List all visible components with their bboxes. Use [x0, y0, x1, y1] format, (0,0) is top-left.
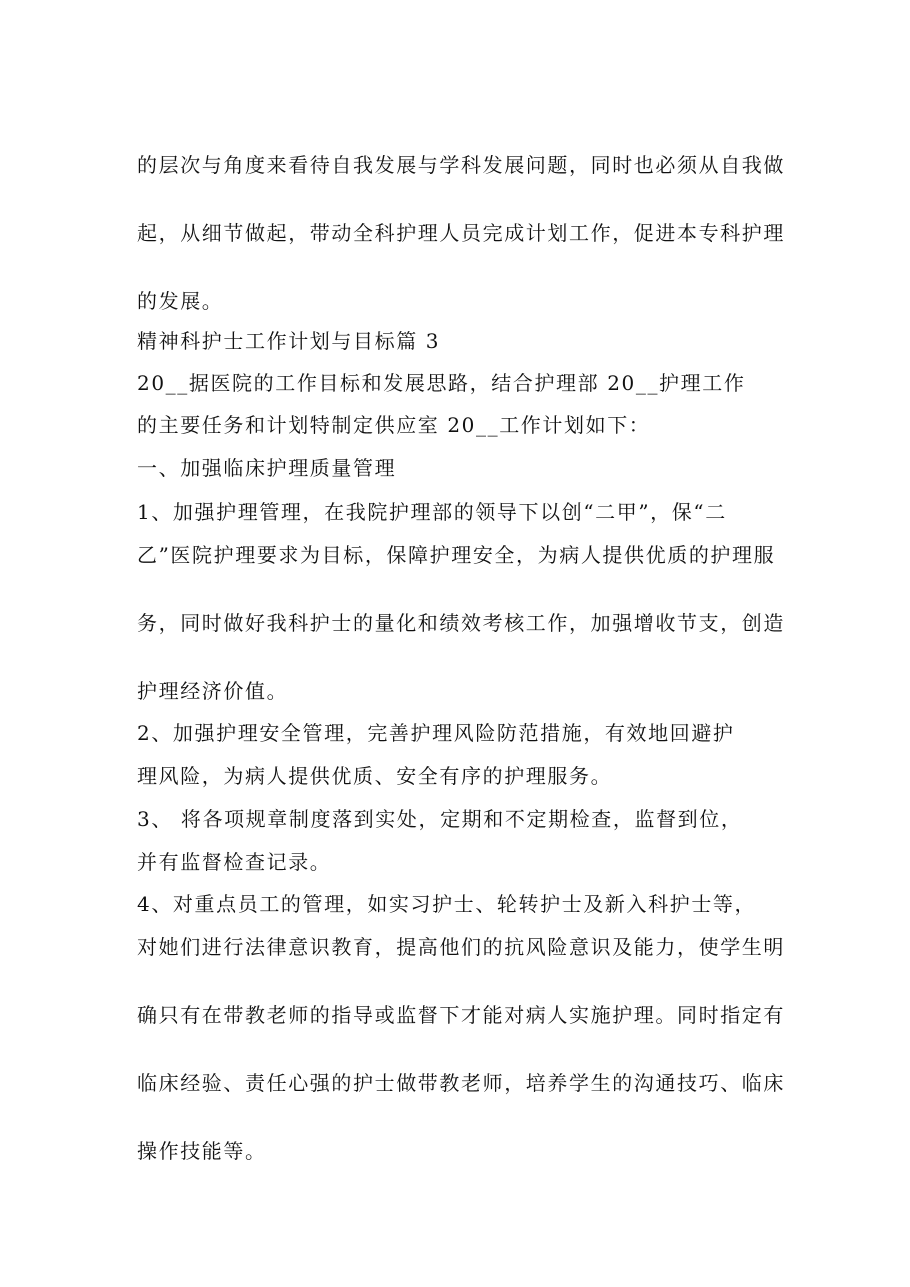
text-line: 护理经济价值。: [137, 679, 289, 703]
text-line: 3、 将各项规章制度落到实处，定期和不定期检查，监督到位，: [137, 807, 743, 831]
text-line: 1、加强护理管理，在我院护理部的领导下以创“二甲”，保“二: [137, 500, 727, 524]
text-line: 对她们进行法律意识教育，提高他们的抗风险意识及能力，使学生明: [137, 935, 785, 959]
text-line: 20__据医院的工作目标和发展思路，结合护理部 20__护理工作: [137, 371, 746, 395]
text-line: 2、加强护理安全管理，完善护理风险防范措施，有效地回避护: [137, 721, 735, 745]
text-line: 操作技能等。: [137, 1139, 267, 1163]
text-line: 临床经验、责任心强的护士做带教老师，培养学生的沟通技巧、临床: [137, 1071, 785, 1095]
text-line: 4、对重点员工的管理，如实习护士、轮转护士及新入科护士等，: [137, 892, 757, 916]
text-line: 务，同时做好我科护士的量化和绩效考核工作，加强增收节支，创造: [137, 611, 785, 635]
text-line: 理风险，为病人提供优质、安全有序的护理服务。: [137, 764, 613, 788]
text-line: 确只有在带教老师的指导或监督下才能对病人实施护理。同时指定有: [137, 1003, 785, 1027]
text-line: 的主要任务和计划特制定供应室 20__工作计划如下：: [137, 413, 651, 437]
section-heading: 精神科护士工作计划与目标篇 3: [137, 329, 441, 353]
text-line: 起，从细节做起，带动全科护理人员完成计划工作，促进本专科护理: [137, 221, 785, 245]
text-line: 并有监督检查记录。: [137, 850, 332, 874]
text-line: 乙”医院护理要求为目标，保障护理安全，为病人提供优质的护理服: [137, 543, 776, 567]
text-line: 的层次与角度来看待自我发展与学科发展问题，同时也必须从自我做: [137, 153, 785, 177]
text-line: 的发展。: [137, 289, 224, 313]
subsection-heading: 一、加强临床护理质量管理: [137, 456, 397, 480]
